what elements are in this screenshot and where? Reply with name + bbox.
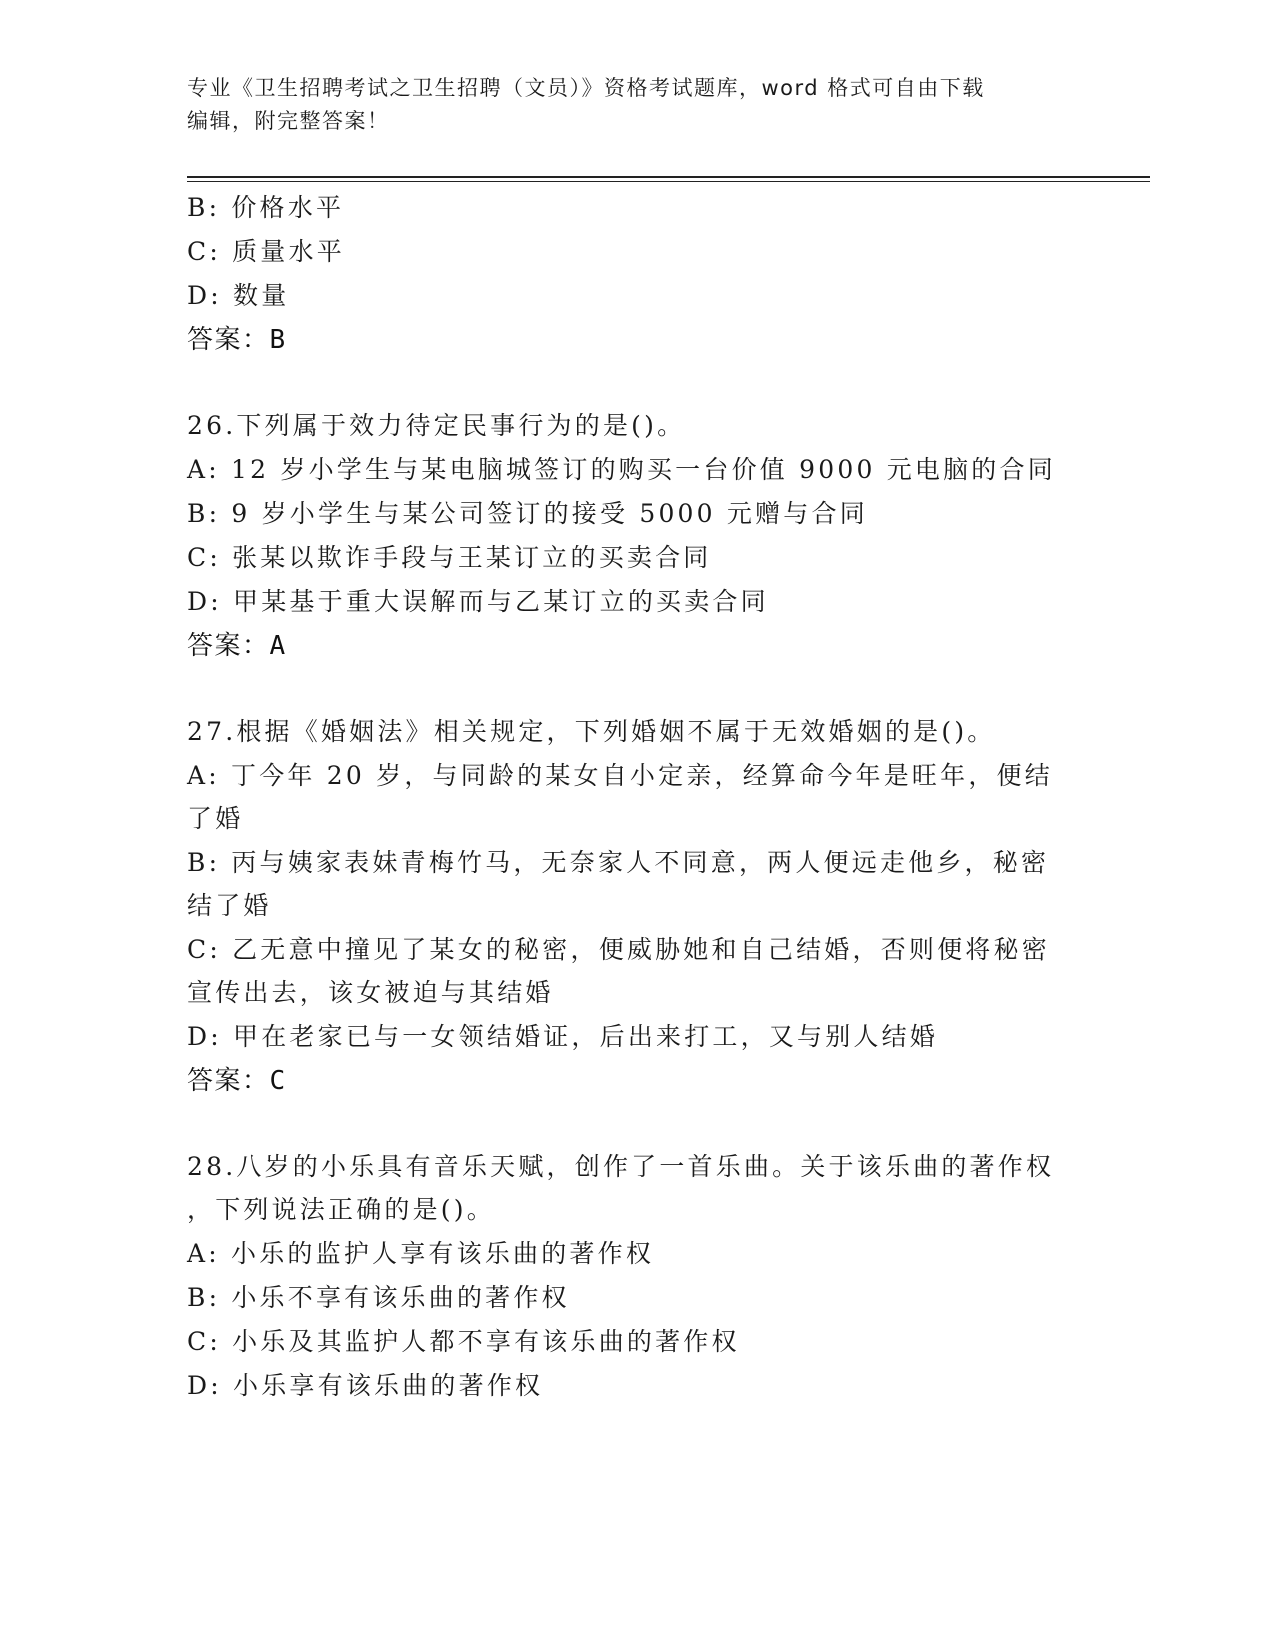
q25-option-d: D: 数量 xyxy=(187,281,290,310)
header-divider-thin xyxy=(187,181,1150,182)
q26-option-a: A: 12 岁小学生与某电脑城签订的购买一台价值 9000 元电脑的合同 xyxy=(187,455,1056,484)
q28-option-a: A: 小乐的监护人享有该乐曲的著作权 xyxy=(187,1239,655,1268)
answer-value: C xyxy=(269,1066,287,1096)
q26-option-c: C: 张某以欺诈手段与王某订立的买卖合同 xyxy=(187,543,712,572)
answer-label: 答案： xyxy=(187,1066,270,1096)
q27-option-c-line-2: 宣传出去，该女被迫与其结婚 xyxy=(187,978,554,1007)
answer-value: A xyxy=(269,631,287,661)
q27-option-a-line-1: A: 丁今年 20 岁，与同龄的某女自小定亲，经算命今年是旺年，便结 xyxy=(187,761,1053,790)
q27-option-d: D: 甲在老家已与一女领结婚证，后出来打工，又与别人结婚 xyxy=(187,1022,939,1051)
q25-option-b: B: 价格水平 xyxy=(187,193,345,222)
q27-answer xyxy=(187,1064,287,1098)
q26-option-d: D: 甲某基于重大误解而与乙某订立的买卖合同 xyxy=(187,587,769,616)
q25-option-c: C: 质量水平 xyxy=(187,237,345,266)
q27-option-c-line-1: C: 乙无意中撞见了某女的秘密，便威胁她和自己结婚，否则便将秘密 xyxy=(187,935,1050,964)
q28-option-c: C: 小乐及其监护人都不享有该乐曲的著作权 xyxy=(187,1327,740,1356)
q28-stem-line-1: 28.八岁的小乐具有音乐天赋，创作了一首乐曲。关于该乐曲的著作权 xyxy=(187,1152,1055,1181)
q28-option-b: B: 小乐不享有该乐曲的著作权 xyxy=(187,1283,570,1312)
q28-option-d: D: 小乐享有该乐曲的著作权 xyxy=(187,1371,544,1400)
answer-label: 答案： xyxy=(187,325,270,355)
q28-stem-line-2: ，下列说法正确的是()。 xyxy=(187,1195,495,1224)
q27-option-a-line-2: 了婚 xyxy=(187,804,244,833)
q27-option-b-line-1: B: 丙与姨家表妹青梅竹马，无奈家人不同意，两人便远走他乡，秘密 xyxy=(187,848,1050,877)
header-line-2: 编辑，附完整答案！ xyxy=(187,109,390,133)
answer-value: B xyxy=(269,325,287,355)
q25-answer xyxy=(187,323,287,357)
q26-stem: 26.下列属于效力待定民事行为的是()。 xyxy=(187,411,686,440)
q27-stem: 27.根据《婚姻法》相关规定，下列婚姻不属于无效婚姻的是()。 xyxy=(187,717,996,746)
q27-option-b-line-2: 结了婚 xyxy=(187,891,272,920)
document-header xyxy=(187,72,1087,138)
answer-label: 答案： xyxy=(187,631,270,661)
q26-option-b: B: 9 岁小学生与某公司签订的接受 5000 元赠与合同 xyxy=(187,499,868,528)
q26-answer xyxy=(187,629,287,663)
header-line-1: 专业《卫生招聘考试之卫生招聘（文员）》资格考试题库，word 格式可自由下载 xyxy=(187,76,985,100)
header-divider-thick xyxy=(187,176,1150,178)
